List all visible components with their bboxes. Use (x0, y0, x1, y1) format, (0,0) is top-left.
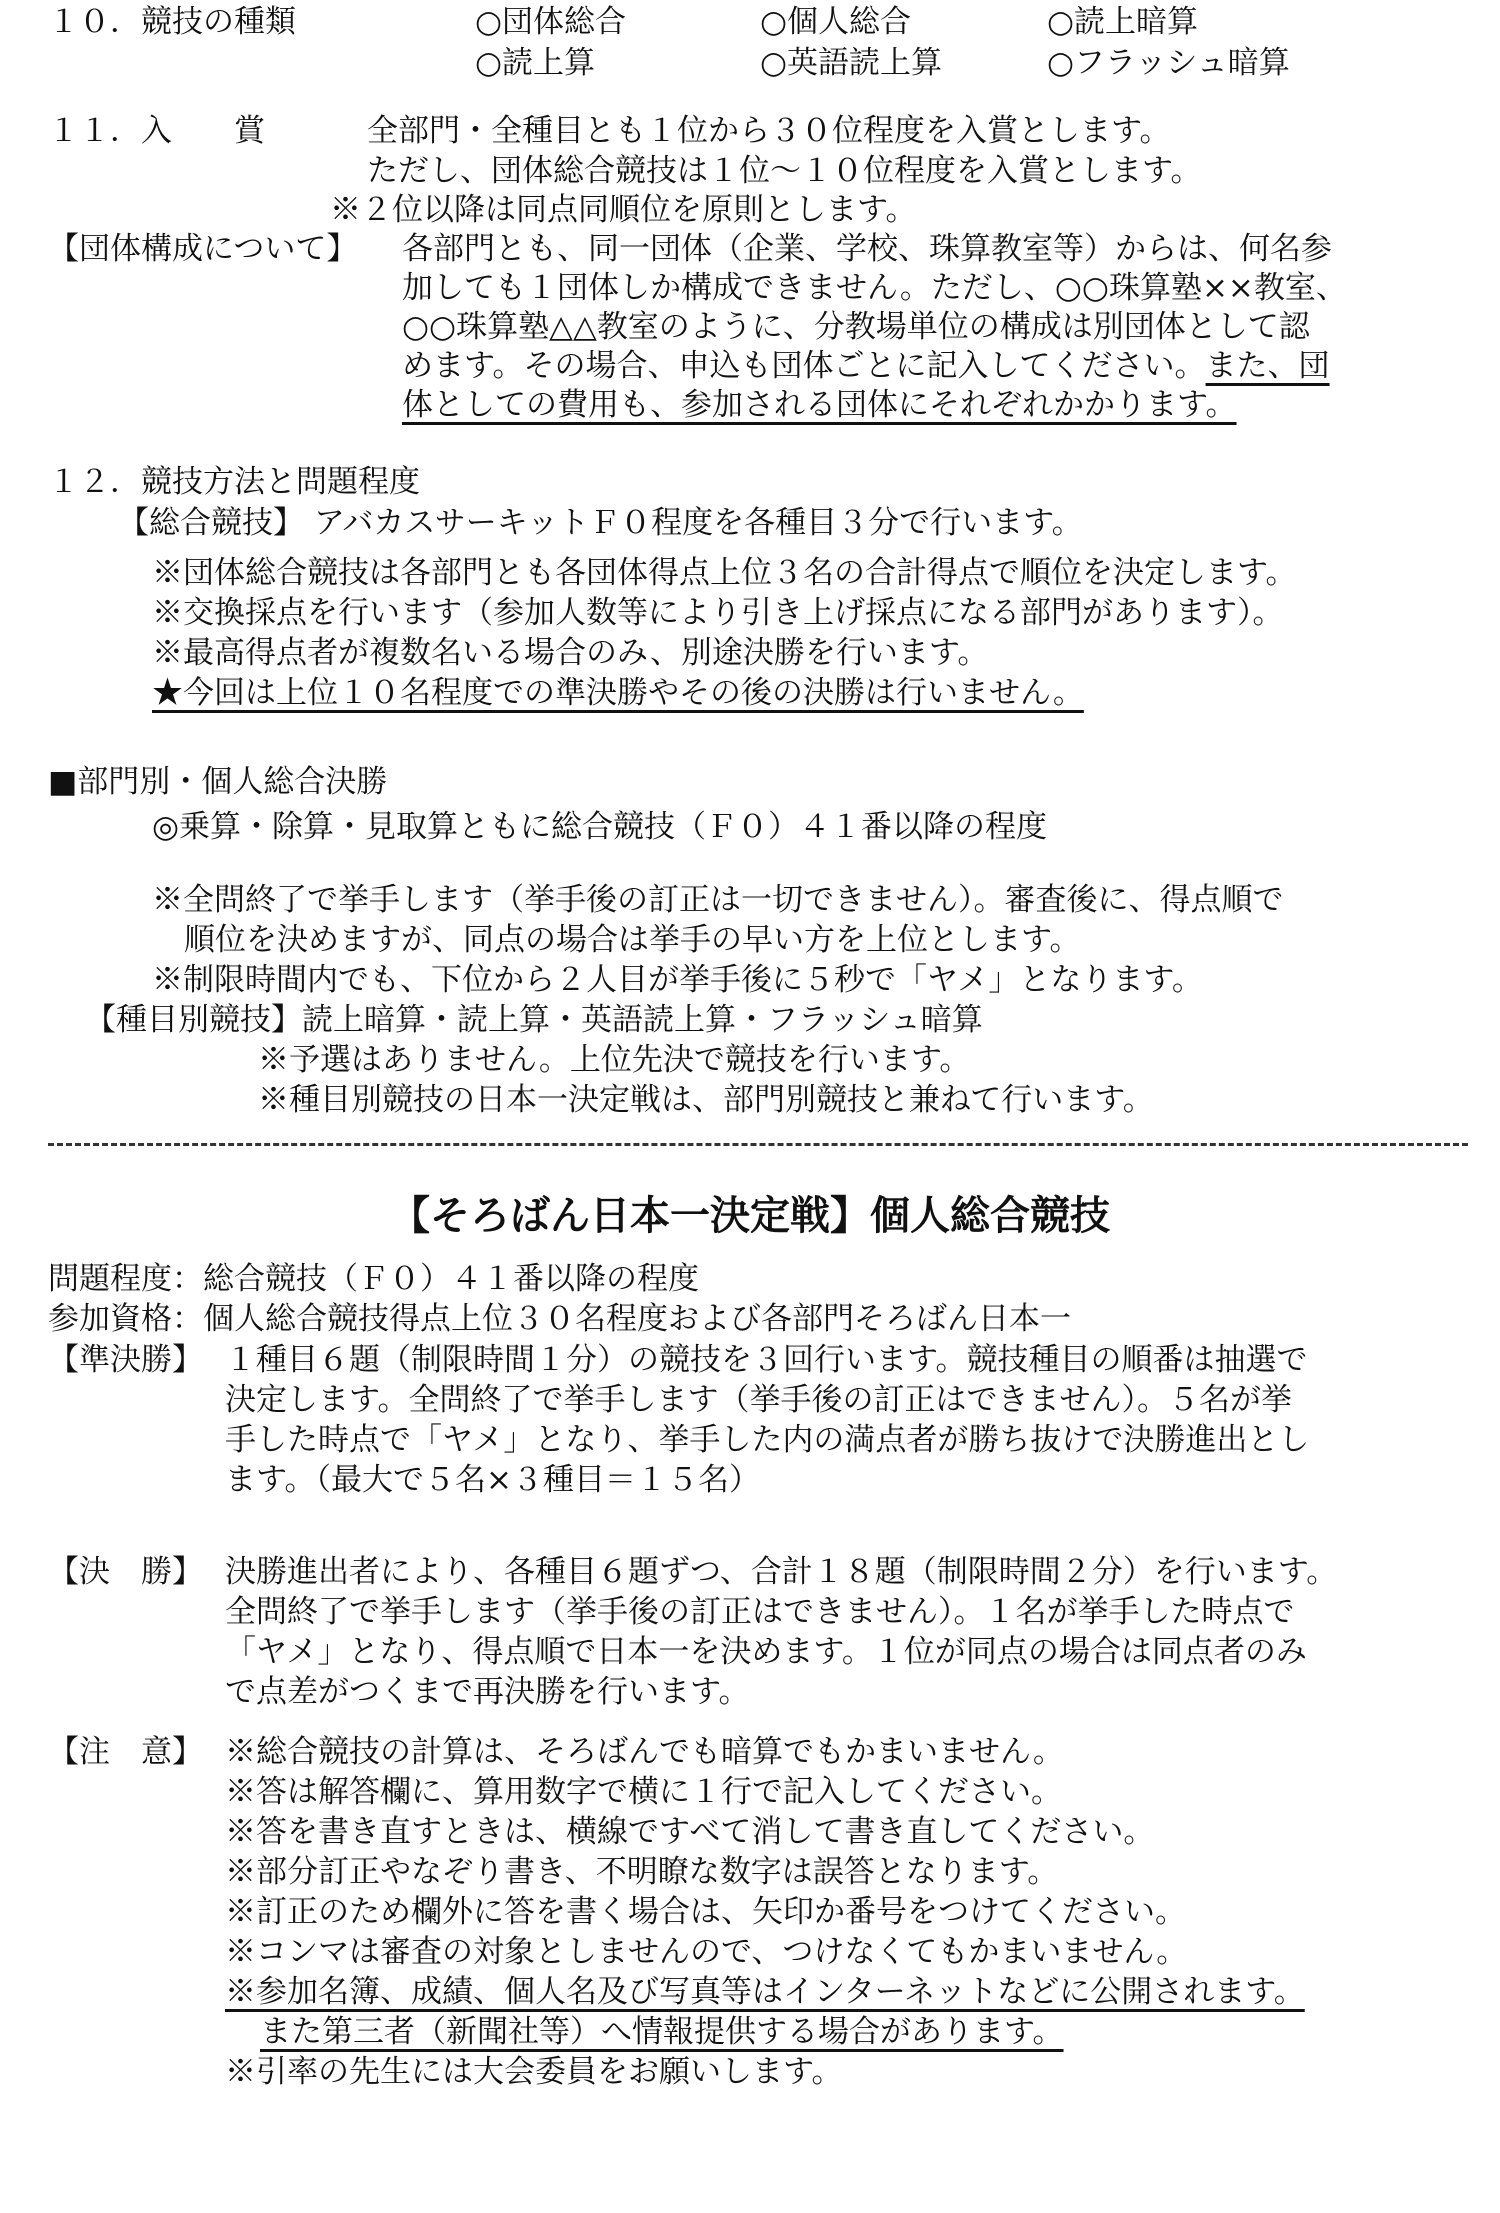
group-line (402, 346, 1330, 386)
final-line: 「ヤメ」となり、得点順で日本一を決めます。１位が同点の場合は同点者のみ (225, 1634, 1307, 1670)
caution-line: ※答は解答欄に、算用数字で横に１行で記入してください。 (225, 1774, 1062, 1810)
sec11-line: 全部門・全種目とも１位から３０位程度を入賞とします。 (367, 113, 1171, 149)
semi-line: ます。（最大で５名×３種目＝１５名） (225, 1462, 760, 1498)
shumoku-line: 【種目別競技】読上暗算・読上算・英語読上算・フラッシュ暗算 (85, 1002, 983, 1038)
caution-line: ※総合競技の計算は、そろばんでも暗算でもかまいません。 (225, 1734, 1064, 1770)
caution-line-underlined: ※参加名簿、成績、個人名及び写真等はインターネットなどに公開されます。 (225, 1974, 1305, 2010)
final-eligibility: 参加資格：個人総合競技得点上位３０名程度および各部門そろばん日本一 (48, 1301, 1071, 1337)
sec10-heading: １０．競技の種類 (48, 4, 296, 40)
sec12-heading: １２．競技方法と問題程度 (48, 464, 420, 500)
sec12-note: ※最高得点者が複数名いる場合のみ、別途決勝を行います。 (152, 635, 989, 671)
sec12-note: ※団体総合競技は各部門とも各団体得点上位３名の合計得点で順位を決定します。 (152, 555, 1297, 591)
final-line: で点差がつくまで再決勝を行います。 (225, 1674, 750, 1710)
final-level: 問題程度：総合競技（Ｆ０）４１番以降の程度 (48, 1261, 699, 1297)
final-line: 決勝進出者により、各種目６題ずつ、合計１８題（制限時間２分）を行います。 (225, 1554, 1338, 1590)
sec10-item: ○読上算 (475, 45, 596, 81)
group-cost-note: また、団 (1205, 348, 1330, 384)
group-line-text: めます。その場合、申込も団体ごとに記入してください。 (402, 348, 1206, 384)
sec11-heading: １１．入 賞 (48, 113, 265, 149)
caution-line: ※引率の先生には大会委員をお願いします。 (225, 2054, 843, 2090)
bumon-line: ◎乗算・除算・見取算ともに総合競技（Ｆ０）４１番以降の程度 (152, 809, 1048, 845)
bumon-line: ※全問終了で挙手します（挙手後の訂正は一切できません）。審査後に、得点順で (152, 882, 1284, 918)
sec12-note: ※交換採点を行います（参加人数等により引き上げ採点になる部門があります）。 (152, 595, 1284, 631)
bumon-line: ※制限時間内でも、下位から２人目が挙手後に５秒で「ヤメ」となります。 (152, 962, 1203, 998)
sogo-line: 【総合競技】 アバカスサーキットＦ０程度を各種目３分で行います。 (118, 505, 1083, 541)
bumon-heading: ■部門別・個人総合決勝 (48, 764, 388, 800)
semi-line: 手した時点で「ヤメ」となり、挙手した内の満点者が勝ち抜けで決勝進出とし (225, 1422, 1310, 1458)
sec10-item: ○英語読上算 (760, 45, 943, 81)
sec10-item: ○フラッシュ暗算 (1047, 45, 1290, 81)
sec10-item: ○読上暗算 (1047, 4, 1199, 40)
caution-label: 【注 意】 (48, 1734, 203, 1770)
page-title: 【そろばん日本一決定戦】個人総合競技 (390, 1193, 1110, 1239)
group-line: 各部門とも、同一団体（企業、学校、珠算教室等）からは、何名参 (402, 231, 1332, 267)
caution-line-underlined: また第三者（新聞社等）へ情報提供する場合があります。 (260, 2014, 1064, 2050)
group-cost-note: 体としての費用も、参加される団体にそれぞれかかります。 (402, 387, 1237, 423)
shumoku-note: ※予選はありません。上位先決で競技を行います。 (258, 1042, 971, 1078)
sec10-item: ○個人総合 (760, 4, 912, 40)
group-line: 加しても１団体しか構成できません。ただし、○○珠算塾××教室、 (402, 270, 1347, 306)
shumoku-note: ※種目別競技の日本一決定戦は、部門別競技と兼ねて行います。 (258, 1082, 1154, 1118)
final-line: 全問終了で挙手します（挙手後の訂正はできません）。１名が挙手した時点で (225, 1594, 1295, 1630)
semi-label: 【準決勝】 (48, 1342, 203, 1378)
dashed-divider (48, 1143, 1468, 1146)
sec10-item: ○団体総合 (475, 4, 627, 40)
group-composition-label: 【団体構成について】 (48, 231, 358, 267)
bumon-line: 順位を決めますが、同点の場合は挙手の早い方を上位とします。 (184, 922, 1081, 958)
caution-line: ※答を書き直すときは、横線ですべて消して書き直してください。 (225, 1814, 1155, 1850)
sec11-line: ※２位以降は同点同順位を原則とします。 (330, 192, 917, 228)
sec12-note-underlined: ★今回は上位１０名程度での準決勝やその後の決勝は行いません。 (152, 675, 1084, 711)
group-line: ○○珠算塾△△教室のように、分教場単位の構成は別団体として認 (402, 309, 1310, 345)
final-label: 【決 勝】 (48, 1554, 203, 1590)
caution-line: ※コンマは審査の対象としませんので、つけなくてもかまいません。 (225, 1934, 1188, 1970)
caution-line: ※部分訂正やなぞり書き、不明瞭な数字は誤答となります。 (225, 1854, 1059, 1890)
semi-line: 決定します。全問終了で挙手します（挙手後の訂正はできません）。５名が挙 (225, 1382, 1293, 1418)
semi-line: １種目６題（制限時間１分）の競技を３回行います。競技種目の順番は抽選で (225, 1342, 1308, 1378)
sec11-line: ただし、団体総合競技は１位～１０位程度を入賞とします。 (367, 153, 1202, 189)
caution-line: ※訂正のため欄外に答を書く場合は、矢印か番号をつけてください。 (225, 1894, 1186, 1930)
